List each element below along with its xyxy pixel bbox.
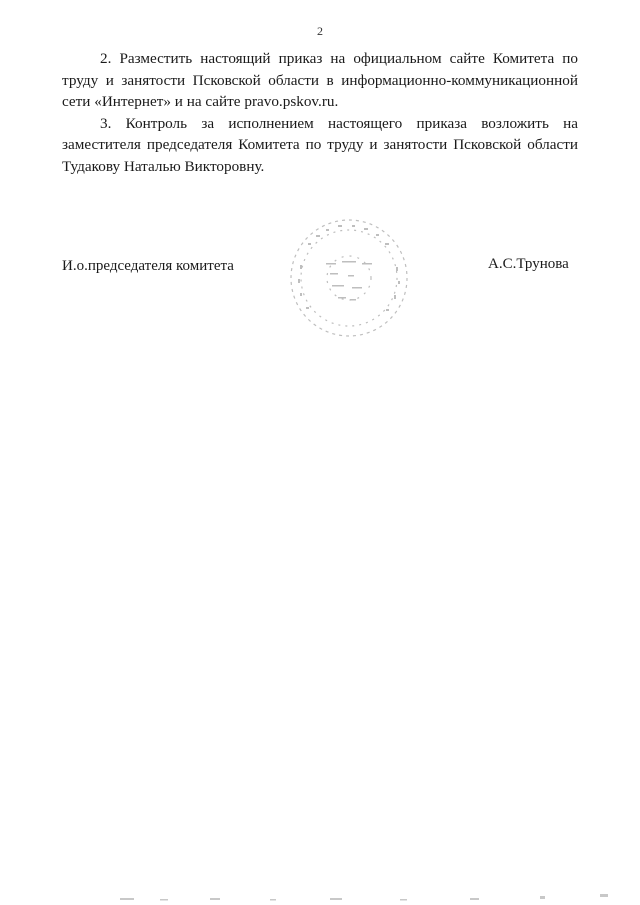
document-body xyxy=(62,48,578,177)
official-seal-icon xyxy=(286,215,412,341)
paragraph-publication: 2. Разместить настоящий приказ на официальном сайте Комитета по труду и занятости Псковской области в информационно-коммуникационной сети «Интернет» и на сайте pravo.pskov.ru. xyxy=(62,50,578,110)
scan-artifact xyxy=(100,890,640,905)
paragraph-control: 3. Контроль за исполнением настоящего приказа возложить на заместителя председателя Комитета по труду и занятости Псковской области Тудакову Наталью Викторовну. xyxy=(62,114,578,175)
signature-role: И.о.председателя комитета xyxy=(62,258,234,274)
signatory-name: А.С.Трунова xyxy=(488,256,569,272)
page-number: 2 xyxy=(317,24,323,38)
